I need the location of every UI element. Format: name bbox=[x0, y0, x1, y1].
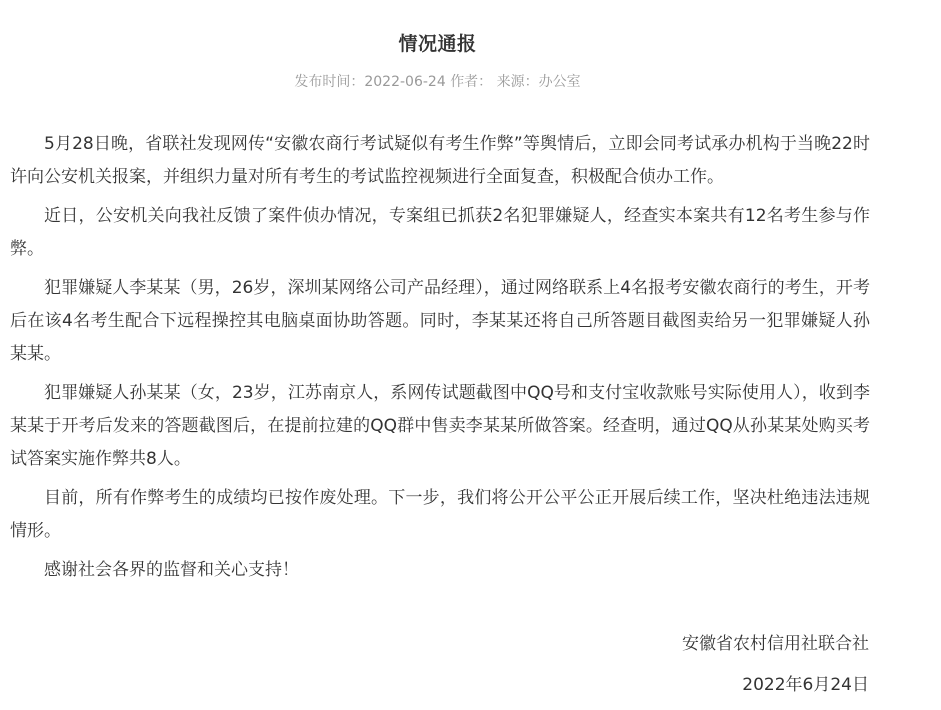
source-value: 办公室 bbox=[538, 74, 581, 90]
paragraph-4: 犯罪嫌疑人孙某某（女，23岁，江苏南京人，系网传试题截图中QQ号和支付宝收款账号实际使用人），收到李某某于开考后发来的答题截图后，在提前拉建的QQ群中售卖李某某所做答案。经查明，通过QQ从孙某某处购买考试答案实施作弊共8人。 bbox=[10, 383, 870, 469]
author-label: 作者： bbox=[450, 74, 493, 90]
paragraph-3: 犯罪嫌疑人李某某（男，26岁，深圳某网络公司产品经理），通过网络联系上4名报考安徽农商行的考生，开考后在该4名考生配合下远程操控其电脑桌面协助答题。同时，李某某还将自己所答题目截图卖给另一犯罪嫌疑人孙某某。 bbox=[10, 278, 870, 364]
source-label: 来源： bbox=[496, 74, 539, 90]
paragraph-1: 5月28日晚，省联社发现网传“安徽农商行考试疑似有考生作弊”等舆情后，立即会同考试承办机构于当晚22时许向公安机关报案，并组织力量对所有考生的考试监控视频进行全面复查，积极配合侦办工作。 bbox=[10, 134, 870, 187]
paragraph-2: 近日，公安机关向我社反馈了案件侦办情况，专案组已抓获2名犯罪嫌疑人，经查实本案共有12名考生参与作弊。 bbox=[10, 206, 870, 259]
paragraph-6: 感谢社会各界的监督和关心支持！ bbox=[44, 560, 299, 580]
publish-date: 2022-06-24 bbox=[364, 74, 446, 90]
paragraph-5: 目前，所有作弊考生的成绩均已按作废处理。下一步，我们将公开公平公正开展后续工作，坚决杜绝违法违规情形。 bbox=[10, 488, 870, 541]
article-body bbox=[10, 128, 870, 593]
publish-label: 发布时间： bbox=[294, 74, 365, 90]
article-meta bbox=[0, 71, 875, 93]
page-title: 情况通报 bbox=[398, 33, 477, 55]
signature-date: 2022年6月24日 bbox=[742, 675, 869, 695]
signature-organization: 安徽省农村信用社联合社 bbox=[682, 634, 869, 654]
signature-block bbox=[682, 628, 869, 710]
